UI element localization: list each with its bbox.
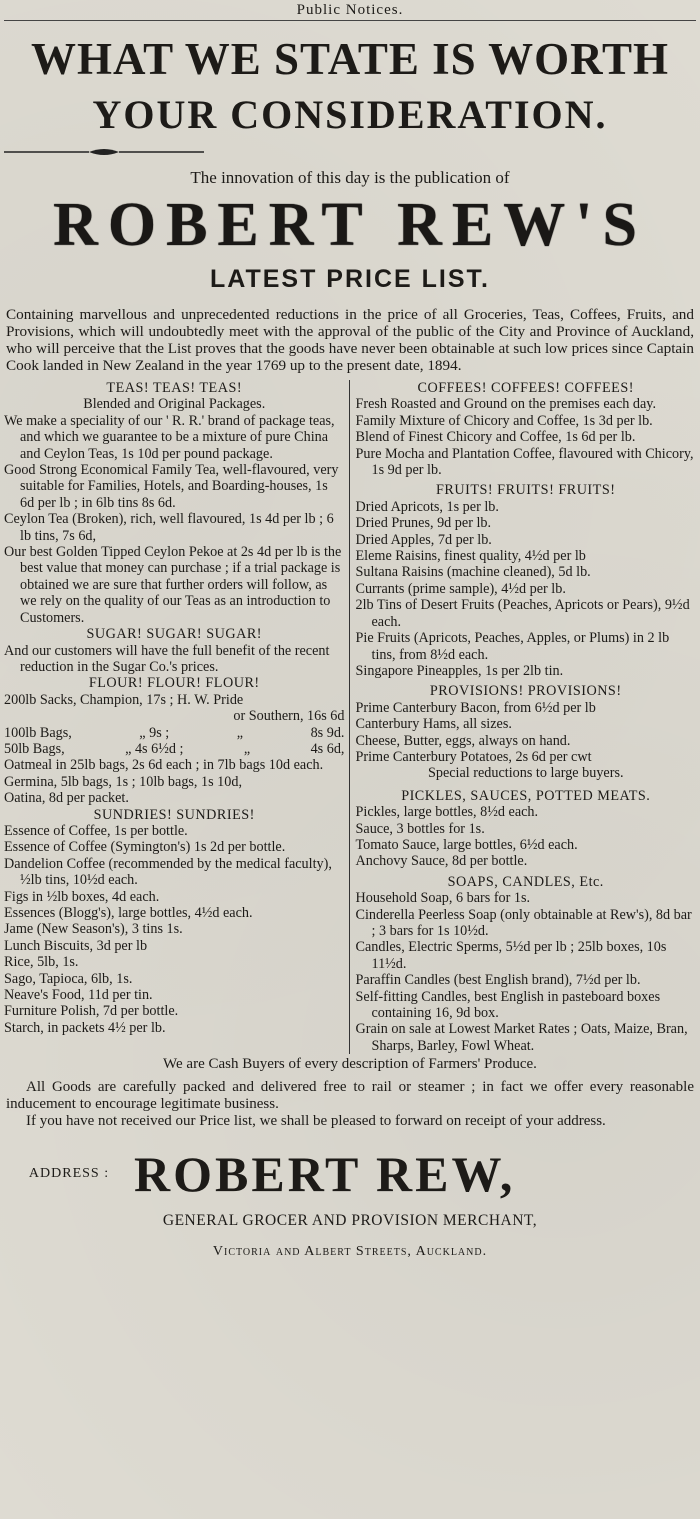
list-item: Grain on sale at Lowest Market Rates ; Oats, Maize, Bran, Sharps, Barley, Fowl Wheat.: [355, 1021, 688, 1054]
list-item: Sauce, 3 bottles for 1s.: [355, 820, 485, 837]
list-item: Furniture Polish, 7d per bottle.: [4, 1003, 179, 1020]
list-item: Lunch Biscuits, 3d per lb: [4, 937, 148, 954]
list-item: Pure Mocha and Plantation Coffee, flavoured with Chicory, 1s 9d per lb.: [355, 445, 694, 479]
opening-paragraph: Containing marvellous and unprecedented reductions in the price of all Groceries, Teas, Coffees, Fruits, and Provisions, which will undoubtedly meet with the approval of the public of the City and Province of Auckland, who will perceive that the List proves that the goods have never been obtainable at such low prices since Captain Cook landed in New Zealand in the year 1769 up to the present date, 1894.: [6, 306, 694, 374]
list-item: Dried Apricots, 1s per lb.: [355, 498, 499, 515]
list-item: Figs in ½lb boxes, 4d each.: [4, 888, 160, 905]
soaps-heading: SOAPS, CANDLES, Etc.: [447, 873, 604, 890]
price-list-title: LATEST PRICE LIST.: [210, 265, 490, 293]
list-item: Prime Canterbury Potatoes, 2s 6d per cwt: [355, 748, 592, 765]
row-value: „: [236, 724, 244, 741]
list-item: Germina, 5lb bags, 1s ; 10lb bags, 1s 10d,: [4, 773, 243, 790]
merchant-title: GENERAL GROCER AND PROVISION MERCHANT,: [162, 1212, 538, 1230]
list-item: Self-fitting Candles, best English in pasteboard boxes containing 16, 9d box.: [355, 988, 661, 1022]
list-item: Cinderella Peerless Soap (only obtainable at Rew's), 8d bar ; 3 bars for 1s 10½d.: [355, 906, 692, 939]
list-item: Essences (Blogg's), large bottles, 4½d each.: [4, 905, 253, 921]
row-value: 8s 9d.: [310, 724, 345, 741]
price-columns: [4, 380, 696, 1054]
list-item: Starch, in packets 4½ per lb.: [4, 1019, 166, 1036]
headline-line-2: YOUR CONSIDERATION.: [92, 92, 608, 137]
left-column: [4, 380, 349, 1054]
list-item: Ceylon Tea (Broken), rich, well flavoured, 1s 4d per lb ; 6 lb tins, 7s 6d,: [4, 511, 334, 544]
list-item: Household Soap, 6 bars for 1s.: [355, 890, 531, 907]
list-item: Oatina, 8d per packet.: [4, 790, 129, 807]
list-item: Dried Prunes, 9d per lb.: [355, 515, 492, 532]
list-item: Canterbury Hams, all sizes.: [355, 716, 512, 733]
intro-line: The innovation of this day is the publication of: [190, 168, 510, 187]
list-item: Fresh Roasted and Ground on the premises each day.: [355, 396, 656, 413]
list-item: Good Strong Economical Family Tea, well-flavoured, very suitable for Families, Hotels, and Boarding-houses, 1s 6d per lb ; in 6lb tins 8s 6d.: [4, 462, 339, 511]
row-label: 100lb Bags,: [4, 724, 72, 741]
list-item: Dandelion Coffee (recommended by the medical faculty), ½lb tins, 10½d each.: [4, 855, 332, 889]
fruits-heading: FRUITS! FRUITS! FRUITS!: [436, 482, 616, 499]
coffees-heading: COFFEES! COFFEES! COFFEES!: [417, 380, 634, 396]
row-value: „ 4s 6½d ;: [125, 740, 184, 757]
list-item: Currants (prime sample), 4½d per lb.: [355, 580, 566, 597]
street-address: Victoria and Albert Streets, Auckland.: [212, 1244, 488, 1260]
list-item: 2lb Tins of Desert Fruits (Peaches, Apricots or Pears), 9½d each.: [355, 597, 690, 630]
list-item: 200lb Sacks, Champion, 17s ; H. W. Pride: [4, 691, 244, 708]
list-item: Pickles, large bottles, 8½d each.: [355, 804, 539, 821]
list-item: Essence of Coffee, 1s per bottle.: [4, 822, 188, 839]
list-item: Dried Apples, 7d per lb.: [355, 531, 492, 548]
list-item: Jame (New Season's), 3 tins 1s.: [4, 921, 183, 938]
address-block: [4, 1146, 696, 1202]
merchant-name: ROBERT REW,: [134, 1146, 516, 1203]
list-item: Neave's Food, 11d per tin.: [4, 987, 153, 1004]
list-item: Cheese, Butter, eggs, always on hand.: [355, 732, 571, 749]
provisions-note: Special reductions to large buyers.: [427, 765, 624, 782]
list-item: Prime Canterbury Bacon, from 6½d per lb: [355, 699, 596, 716]
ornament-rule-icon: [4, 147, 204, 157]
pickles-heading: PICKLES, SAUCES, POTTED MEATS.: [401, 787, 651, 804]
list-item: Blend of Finest Chicory and Coffee, 1s 6d per lb.: [355, 429, 636, 446]
price-row: [4, 725, 345, 741]
list-item: Candles, Electric Sperms, 5½d per lb ; 25lb boxes, 10s 11½d.: [355, 939, 667, 972]
row-value: „: [243, 740, 251, 757]
list-item: Our best Golden Tipped Ceylon Pekoe at 2s 4d per lb is the best value that money can purchase ; if a trial package is obtained we are sure that further orders will follow, as we rely on the quality of our Teas as an introduction to Customers.: [4, 544, 342, 626]
row-value: 4s 6d,: [310, 740, 345, 757]
headline-line-1: WHAT WE STATE IS WORTH: [30, 34, 670, 84]
sundries-heading: SUNDRIES! SUNDRIES!: [93, 806, 255, 823]
list-item: Sago, Tapioca, 6lb, 1s.: [4, 970, 133, 987]
list-item: Singapore Pineapples, 1s per 2lb tin.: [355, 662, 564, 679]
list-item: Pie Fruits (Apricots, Peaches, Apples, or Plums) in 2 lb tins, from 8½d each.: [355, 630, 670, 663]
list-item: And our customers will have the full benefit of the recent reduction in the Sugar Co.'s prices.: [4, 642, 330, 675]
provisions-heading: PROVISIONS! PROVISIONS!: [429, 683, 622, 700]
list-item: Tomato Sauce, large bottles, 6½d each.: [355, 836, 578, 853]
list-item: Eleme Raisins, finest quality, 4½d per lb: [355, 548, 586, 565]
list-item: Essence of Coffee (Symington's) 1s 2d per bottle.: [4, 839, 286, 856]
address-label: ADDRESS :: [28, 1166, 110, 1182]
cash-buyers-line: We are Cash Buyers of every description of Farmers' Produce.: [163, 1056, 537, 1073]
list-item: or Southern, 16s 6d: [233, 708, 345, 725]
list-item: We make a speciality of our ' R. R.' brand of package teas, and which we guarantee to be a mixture of pure China and Ceylon Teas, 1s 10d per pound package.: [4, 412, 335, 462]
goods-paragraph: All Goods are carefully packed and delivered free to rail or steamer ; in fact we offer every reasonable inducement to encourage legitimate business.: [6, 1079, 694, 1113]
teas-subheading: Blended and Original Packages.: [83, 396, 266, 413]
price-row: [4, 741, 345, 757]
row-label: 50lb Bags,: [4, 740, 65, 757]
row-value: „ 9s ;: [139, 724, 170, 741]
list-item: Paraffin Candles (best English brand), 7½d per lb.: [355, 972, 641, 989]
list-item: Sultana Raisins (machine cleaned), 5d lb.: [355, 564, 591, 581]
list-item: Oatmeal in 25lb bags, 2s 6d each ; in 7lb bags 10d each.: [4, 757, 324, 774]
list-item: Family Mixture of Chicory and Coffee, 1s 3d per lb.: [355, 412, 653, 429]
list-item: Anchovy Sauce, 8d per bottle.: [355, 853, 528, 870]
shop-name: ROBERT REW'S: [53, 191, 647, 259]
flour-heading: FLOUR! FLOUR! FLOUR!: [88, 675, 260, 692]
teas-heading: TEAS! TEAS! TEAS!: [106, 380, 243, 396]
price-list-paragraph: If you have not received our Price list, we shall be pleased to forward on receipt of your address.: [26, 1113, 606, 1130]
section-heading: Public Notices.: [4, 0, 696, 21]
right-column: [349, 380, 697, 1054]
sugar-heading: SUGAR! SUGAR! SUGAR!: [86, 626, 263, 643]
list-item: Rice, 5lb, 1s.: [4, 954, 79, 971]
